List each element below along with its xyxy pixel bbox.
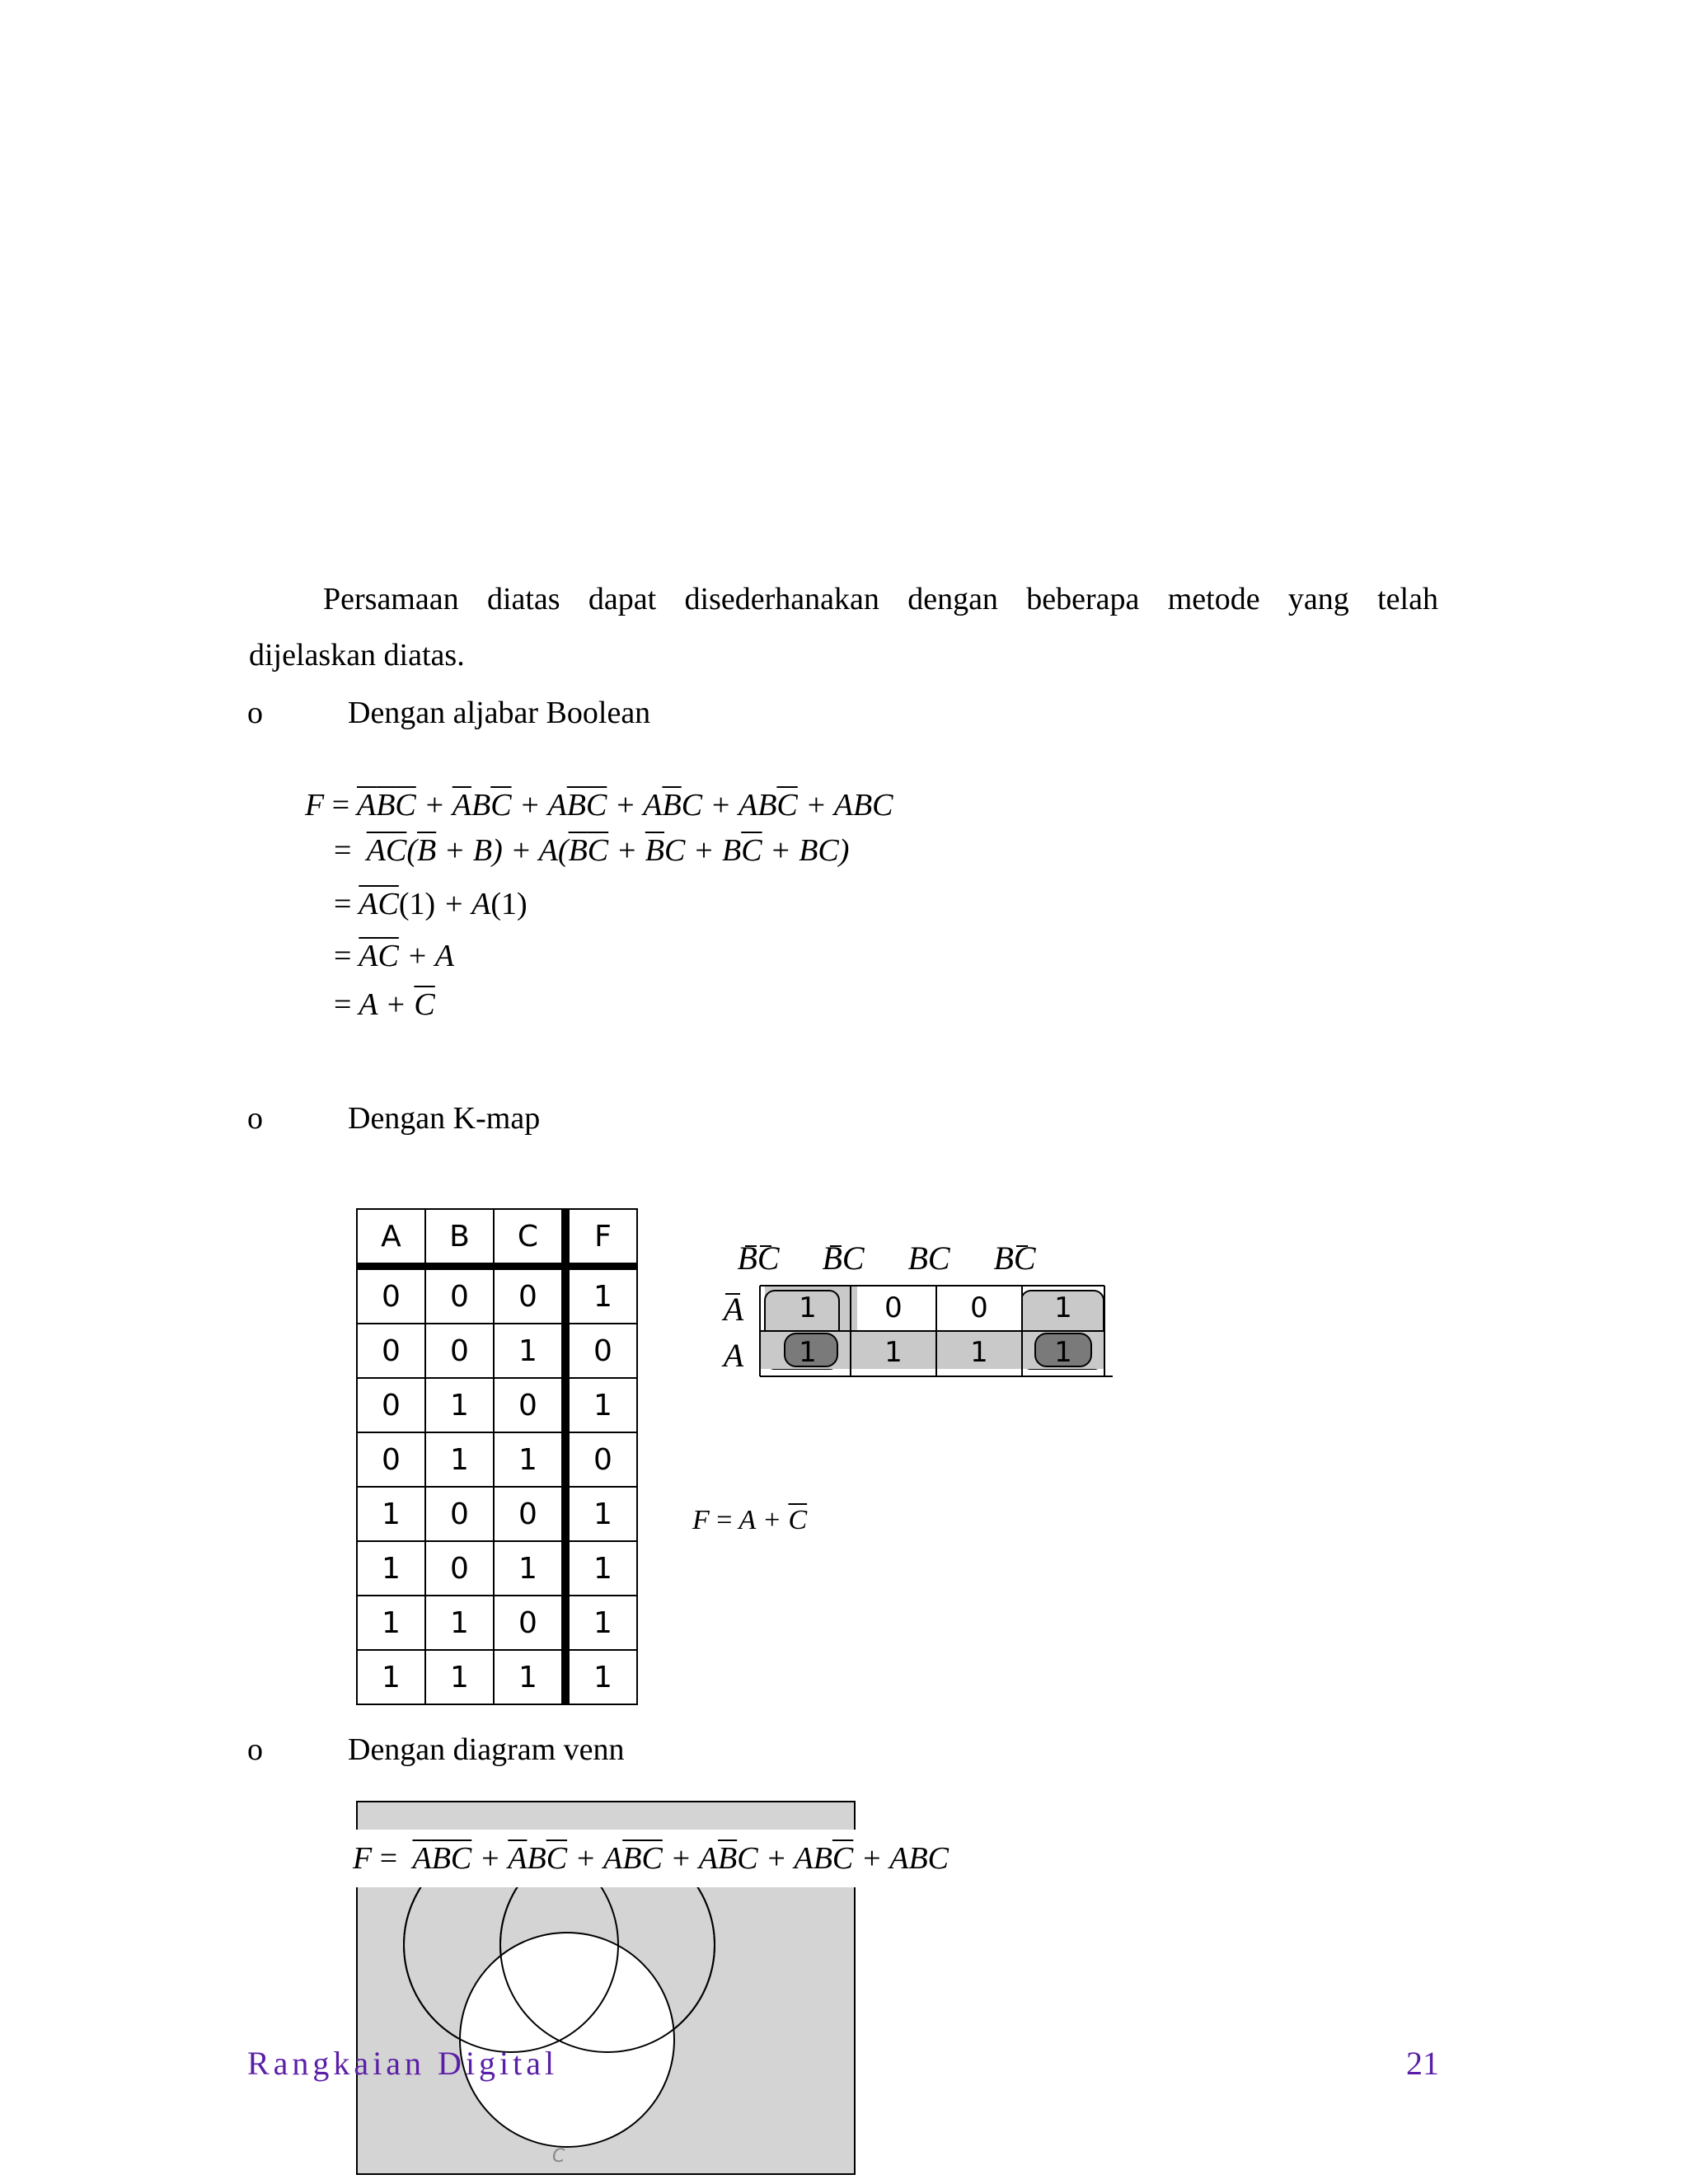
kmap-cell: 0 [884,1291,903,1324]
karnaugh-map [709,1228,1137,1409]
bullet-venn-label: Dengan diagram venn [348,1732,625,1767]
word: dengan [907,582,998,616]
word: yang [1287,582,1349,616]
cell: 1 [357,1541,425,1596]
header-c: C [494,1209,565,1267]
cell: 1 [494,1541,565,1596]
cell: 0 [425,1324,494,1378]
venn-equation: $F = \overline{A}\overline{B}\overline{C} + \overline{A}B\overline{C} + A\overline{B}\overline{C} + A\overline{B}C + AB\overline{C}$ + ABC [353,1830,979,1887]
table-header-row [357,1209,637,1267]
kmap-cell: 1 [1054,1336,1072,1369]
footer-title: Rangkaian Digital [247,2045,559,2082]
cell: 0 [494,1487,565,1541]
table-row [357,1324,637,1378]
equation-line-5: = $A + \overline{C}$ [334,987,435,1022]
cell: 1 [565,1487,637,1541]
table-row [357,1596,637,1650]
table-row [357,1267,637,1324]
bullet-boolean-label: Dengan aljabar Boolean [348,696,651,730]
col-header-bc: BC [907,1240,950,1277]
kmap-cell: 1 [884,1336,903,1369]
kmap-cell: 1 [799,1336,817,1369]
row-header-a-bar: A [723,1291,744,1328]
kmap-cell: 1 [970,1336,988,1369]
cell: 1 [425,1432,494,1487]
col-header-bc-bar: BC [822,1240,865,1277]
table-row [357,1650,637,1704]
table-row [357,1432,637,1487]
table-row [357,1541,637,1596]
kmap-cell: 1 [1054,1291,1072,1324]
cell: 1 [357,1596,425,1650]
bullet-kmap-label: Dengan K-map [348,1101,541,1136]
cell: 0 [425,1267,494,1324]
cell: 0 [357,1432,425,1487]
equation-line-2: = $\overline{A}\overline{C}(\overline{B} + B) + A(\overline{B}\overline{C} + \overline{B}C + B\overline{C} + BC)$ [334,833,850,868]
header-b: B [425,1209,494,1267]
truth-table [356,1208,638,1705]
cell: 1 [565,1541,637,1596]
row-header-a: A [723,1337,744,1374]
label-c: C [552,2146,565,2167]
cell: 0 [357,1378,425,1432]
cell: 1 [565,1378,637,1432]
col-header-b-cbar: BC [993,1240,1036,1277]
header-f: F [565,1209,637,1267]
equation-line-4: = $\overline{A}\overline{C} + A$ [334,939,455,973]
kmap-result: $F = A + \overline{C}$ [692,1505,808,1535]
kmap-column-headers [737,1240,1036,1277]
cell: 1 [494,1432,565,1487]
word: disederhanakan [684,582,879,616]
kmap-cell: 1 [799,1291,817,1324]
header-a: A [357,1209,425,1267]
cell: 1 [565,1650,637,1704]
cell: 1 [494,1324,565,1378]
cell: 1 [565,1267,637,1324]
cell: 1 [425,1596,494,1650]
cell: 0 [357,1324,425,1378]
bullet-marker: o [247,1732,263,1767]
kmap-cell: 0 [970,1291,988,1324]
cell: 0 [494,1596,565,1650]
equation-line-1: $F = \overline{A}\overline{B}\overline{C} + \overline{A}B\overline{C} + A\overline{B}\overline{C} + A\overline{B}C + AB\overline{C}$ + ABC [305,788,893,823]
word: beberapa [1026,582,1140,616]
word: dapat [588,582,657,616]
paragraph-line-2: dijelaskan diatas. [249,638,465,673]
word: diatas [486,582,560,616]
table-row [357,1378,637,1432]
cell: 1 [425,1650,494,1704]
cell: 0 [565,1432,637,1487]
table-row [357,1487,637,1541]
cell: 1 [565,1596,637,1650]
bullet-marker: o [247,696,263,730]
cell: 0 [494,1267,565,1324]
cell: 0 [425,1541,494,1596]
cell: 0 [357,1267,425,1324]
word: Persamaan [323,582,459,616]
col-header-bc-bar-bar: BC [737,1240,780,1277]
word: metode [1167,582,1260,616]
equation-line-3: = $\overline{A}\overline{C}(1) + A(1)$ [334,887,528,921]
cell: 1 [357,1650,425,1704]
bullet-marker: o [247,1101,263,1136]
cell: 1 [357,1487,425,1541]
cell: 0 [494,1378,565,1432]
page-number: 21 [1406,2045,1439,2082]
cell: 0 [425,1487,494,1541]
paragraph-line-1 [323,581,1438,619]
word: telah [1377,582,1438,616]
cell: 0 [565,1324,637,1378]
cell: 1 [494,1650,565,1704]
cell: 1 [425,1378,494,1432]
